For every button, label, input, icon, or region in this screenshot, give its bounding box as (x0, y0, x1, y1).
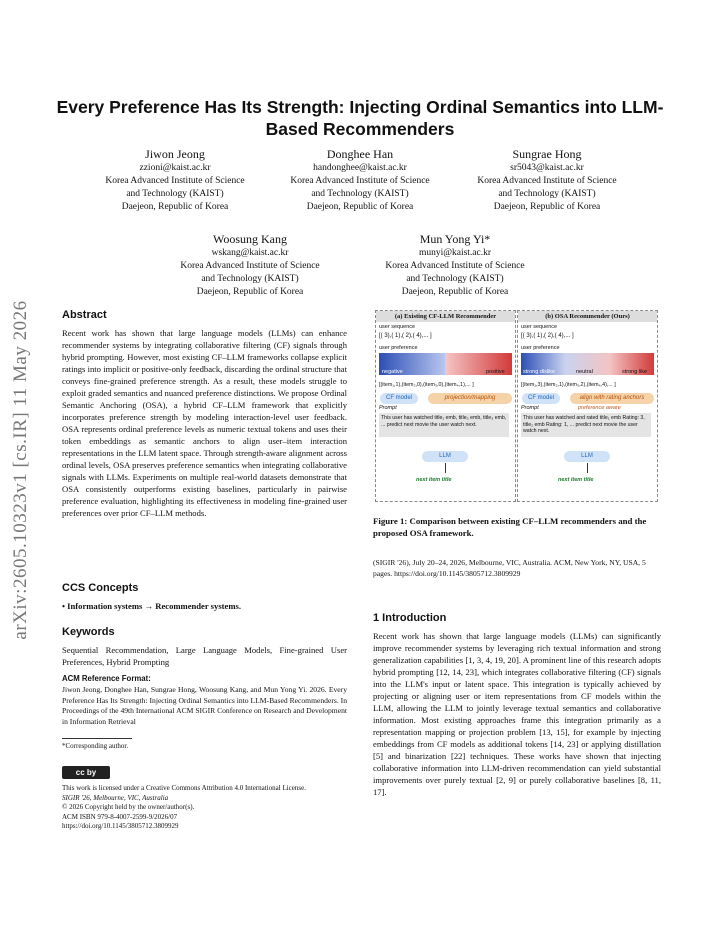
ccs-heading: CCS Concepts (62, 582, 139, 594)
cc-by-license-badge: cc by (62, 766, 110, 779)
author-name: Donghee Han (326, 147, 394, 161)
license-line: This work is licensed under a Creative Commons Attribution 4.0 International License. (62, 784, 306, 792)
negative-label: negative (382, 369, 403, 375)
user-preference-label: user preference (521, 345, 560, 351)
projection-box: projection/mapping (428, 393, 512, 404)
author-block (95, 147, 255, 214)
align-box: align with rating anchors (570, 393, 654, 404)
author-affiliation: and Technology (KAIST) (498, 189, 596, 199)
introduction-text: Recent work has shown that large language models (LLMs) can significantly improve recommender systems by leveraging rich textual information and strong generalization capabilities [1, 3, 4, 19, 20]. A prominent line of this research adopts hybrid prompting [12, 14, 23], which integrates collaborative filtering (CF) signals into the LLM's input or latent space. This integration is typically achieved by projecting or aligning user or item representations from CF models within the LLM, allowing the LLM to jointly leverage textual semantics and collaborative information. Most existing approaches frame this integration primarily as a representation mapping or projection problem [13, 15], for example by injecting embeddings from CF models as additional tokens [14, 23] or applying distillation [5] and binarization [22] techniques. These works have shown that injecting collaborative information into LLM-driven recommendation can yield substantial improvements over purely textual [2, 9] or purely collaborative baselines [8, 11, 17]. (373, 631, 661, 797)
license-line: © 2026 Copyright held by the owner/author(s). (62, 803, 195, 811)
abstract-text: Recent work has shown that large language models (LLMs) can enhance recommender systems by integrating collaborative filtering (CF) signals through hybrid prompting. However, most existing CF–LLM frameworks collapse explicit ratings into implicit or positive-only feedback, discarding the ordinal structure that conveys fine-grained preference strength. As a result, these models struggle to exploit graded semantics and nuanced preference distinctions. We propose Ordinal Semantic Anchoring (OSA), a hybrid CF–LLM framework that explicitly incorporates preference strength by modeling interaction-level user feedback. OSA represents ordinal preference levels as numeric textual tokens and uses their token embeddings as semantic anchors to align user–item interaction representations in the LLM latent space. Through strength-aware alignment across ordinal levels, OSA preserves preference semantics when integrating collaborative signals with LLMs. Experiments on multiple real-world datasets demonstrate that OSA consistently outperforms existing baselines, particularly in pairwise preference evaluation, highlighting its effectiveness in modeling fine-grained user preferences over prior CF–LLM methods. (62, 328, 347, 518)
author-location: Daejeon, Republic of Korea (121, 202, 229, 212)
next-item-label: next item title (416, 477, 452, 483)
author-email: zzioni@kaist.ac.kr (139, 163, 211, 173)
author-affiliation: Korea Advanced Institute of Science (105, 176, 245, 186)
venue-line: (SIGIR '26), July 20–24, 2026, Melbourne, VIC, Australia. ACM, New York, NY, USA, 5 pages. https://doi.org/10.1145/3805712.3809929 (373, 558, 646, 578)
license-line: SIGIR '26, Melbourne, VIC, Australia (62, 793, 169, 802)
down-arrow-icon (587, 463, 588, 473)
neutral-label: neutral (576, 369, 593, 375)
author-block (170, 232, 330, 299)
arxiv-sidebar (6, 250, 36, 690)
ref-format-text: Jiwon Jeong, Donghee Han, Sungrae Hong, Woosung Kang, and Mun Yong Yi. 2026. Every Preference Has Its Strength: Injecting Ordinal Semantics into LLM-Based Recommenders. In Proceedings of the 49th International ACM SIGIR Conference on Research and Development in Information Retrieval (62, 685, 347, 726)
figure-1 (375, 310, 658, 502)
author-name: Sungrae Hong (512, 147, 582, 161)
binary-tokens: [(item₁,1),(item₂,0),(item₃,0),(item₄,1),... ] (379, 382, 474, 388)
positive-label: positive (486, 369, 505, 375)
author-block (375, 232, 535, 299)
author-affiliation: Korea Advanced Institute of Science (385, 261, 525, 271)
keywords-text: Sequential Recommendation, Large Language Models, Fine-grained User Preferences, Hybrid Prompting (62, 645, 347, 667)
author-email: wskang@kaist.ac.kr (211, 248, 289, 258)
item-sequence: [( 3),( 1),( 2),( 4),... ] (521, 333, 574, 339)
user-sequence-label: user sequence (521, 324, 558, 330)
author-location: Daejeon, Republic of Korea (493, 202, 601, 212)
strong-dislike-label: strong dislike (523, 369, 556, 375)
author-affiliation: and Technology (KAIST) (311, 189, 409, 199)
panel-title: (a) Existing CF-LLM Recommender (376, 311, 515, 322)
author-name: Woosung Kang (212, 232, 288, 246)
footnote-rule (62, 738, 132, 739)
cf-model-box: CF model (380, 393, 418, 404)
author-affiliation: and Technology (KAIST) (201, 274, 299, 284)
figure-caption: Figure 1: Comparison between existing CF–LLM recommenders and the proposed OSA framework. (373, 516, 647, 538)
author-affiliation: Korea Advanced Institute of Science (477, 176, 617, 186)
author-affiliation: and Technology (KAIST) (406, 274, 504, 284)
panel-title: (b) OSA Recommender (Ours) (518, 311, 657, 322)
author-block (280, 147, 440, 214)
prompt-text: This user has watched and rated title₁ emb Rating: 3, title₂ emb Rating: 1, ... predict next movie the user watch next. (521, 413, 651, 437)
llm-box: LLM (422, 451, 468, 462)
author-email: sr5043@kaist.ac.kr (510, 163, 584, 173)
author-block (467, 147, 627, 214)
introduction-heading: 1 Introduction (373, 612, 447, 624)
user-sequence-label: user sequence (379, 324, 416, 330)
author-affiliation: Korea Advanced Institute of Science (180, 261, 320, 271)
user-preference-label: user preference (379, 345, 418, 351)
prompt-label: Prompt (379, 405, 397, 411)
footnote: *Corresponding author. (62, 742, 129, 750)
author-email: munyi@kaist.ac.kr (418, 248, 492, 258)
author-name: Jiwon Jeong (145, 147, 205, 161)
preference-aware-label: preference aware (578, 405, 621, 411)
license-block (62, 784, 352, 832)
cf-model-box: CF model (522, 393, 560, 404)
author-location: Daejeon, Republic of Korea (401, 287, 509, 297)
paper-title: Every Preference Has Its Strength: Injecting Ordinal Semantics into LLM-Based Recommenders (56, 97, 664, 139)
author-name: Mun Yong Yi* (419, 232, 491, 246)
license-line: ACM ISBN 979-8-4007-2599-9/2026/07 (62, 812, 178, 821)
panel-osa (517, 310, 658, 502)
down-arrow-icon (445, 463, 446, 473)
item-sequence: [( 3),( 1),( 2),( 4),... ] (379, 333, 432, 339)
arxiv-id: arXiv:2605.10323v1 [cs.IR] 11 May 2026 (10, 300, 31, 640)
ccs-text: • Information systems → Recommender systems. (62, 601, 241, 611)
panel-existing (375, 310, 516, 502)
llm-box: LLM (564, 451, 610, 462)
author-location: Daejeon, Republic of Korea (306, 202, 414, 212)
next-item-label: next item title (558, 477, 594, 483)
license-line: https://doi.org/10.1145/3805712.3809929 (62, 822, 179, 830)
prompt-text: This user has watched title₁ emb, title₂ emb, title₃ emb, ... predict next movie the user watch next. (379, 413, 509, 437)
prompt-label: Prompt (521, 405, 539, 411)
strong-like-label: strong like (622, 369, 648, 375)
author-affiliation: Korea Advanced Institute of Science (290, 176, 430, 186)
author-affiliation: and Technology (KAIST) (126, 189, 224, 199)
author-email: handonghee@kaist.ac.kr (313, 163, 407, 173)
rating-tokens: [(item₁,3),(item₂,1),(item₃,2),(item₄,4),... ] (521, 382, 616, 388)
keywords-heading: Keywords (62, 626, 115, 638)
author-location: Daejeon, Republic of Korea (196, 287, 304, 297)
ref-format-heading: ACM Reference Format: (62, 674, 151, 683)
abstract-heading: Abstract (62, 309, 107, 321)
